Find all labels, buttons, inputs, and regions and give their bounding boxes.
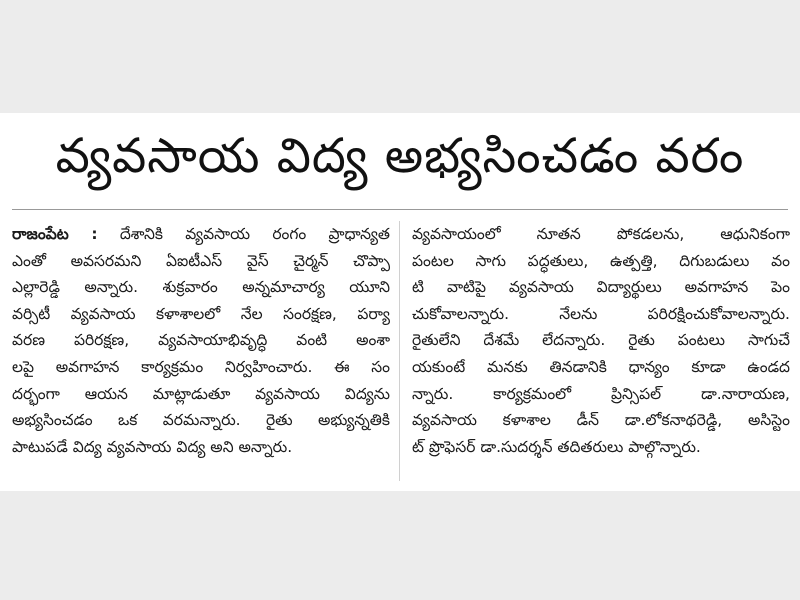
article-line: రైతులేని దేశమే లేదన్నారు. రైతు పంటలు సాగుచే xyxy=(412,331,790,350)
article-line: ఎల్లారెడ్డి అన్నారు. శుక్రవారం అన్నమాచార్య యూని xyxy=(12,278,390,297)
article-line: ట్ ప్రొఫెసర్ డా.సుదర్శన్ తదితరులు పాల్గొన్నారు. xyxy=(412,437,701,456)
dateline: రాజంపేట : xyxy=(12,225,98,243)
article-column-left xyxy=(12,221,390,460)
article-line: వర్సిటీ వ్యవసాయ కళాశాలలో నేల సంరక్షణ, పర్యా xyxy=(12,304,390,323)
headline-rule xyxy=(12,209,788,210)
article-line xyxy=(12,221,390,248)
article-column-right xyxy=(412,221,790,460)
article-line: దర్భంగా ఆయన మాట్లాడుతూ వ్యవసాయ విద్యను xyxy=(12,384,390,403)
article-line: ఎంతో అవసరమని ఏఐటీఎస్ వైస్ చైర్మన్ చొప్పా xyxy=(12,251,390,270)
article-line: న్నారు. కార్యక్రమంలో ప్రిన్సిపల్ డా.నారాయణ, xyxy=(412,384,790,403)
article-line: వరణ పరిరక్షణ, వ్యవసాయాభివృద్ధి వంటి అంశా xyxy=(12,331,390,350)
article-line: లపై అవగాహన కార్యక్రమం నిర్వహించారు. ఈ సం xyxy=(12,357,390,376)
article-line: పాటుపడే విద్య వ్యవసాయ విద్య అని అన్నారు. xyxy=(12,437,293,456)
article-line: చుకోవాలన్నారు. నేలను పరిరక్షించుకోవాలన్నారు. xyxy=(412,304,790,323)
article-line-text: దేశానికి వ్యవసాయ రంగం ప్రాధాన్యత xyxy=(97,225,390,243)
article-line: యకుంటే మనకు తినడానికి ధాన్యం కూడా ఉండద xyxy=(412,357,790,376)
newspaper-clipping xyxy=(0,113,800,491)
article-line: టి వాటిపై వ్యవసాయ విద్యార్థులు అవగాహన పెం xyxy=(412,278,790,297)
article-line: అభ్యసించడం ఒక వరమన్నారు. రైతు అభ్యున్నతికి xyxy=(12,411,390,430)
article-line: వ్యవసాయంలో నూతన పోకడలను, ఆధునికంగా xyxy=(412,225,790,243)
article-line: వ్యవసాయ కళాశాల డీన్ డా.లోకనాథరెడ్డి, అసిస్టెం xyxy=(412,411,790,430)
headline: వ్యవసాయ విద్య అభ్యసించడం వరం xyxy=(55,128,745,184)
column-divider xyxy=(399,221,400,481)
article-line: పంటల సాగు పద్ధతులు, ఉత్పత్తి, దిగుబడులు వం xyxy=(412,251,790,270)
